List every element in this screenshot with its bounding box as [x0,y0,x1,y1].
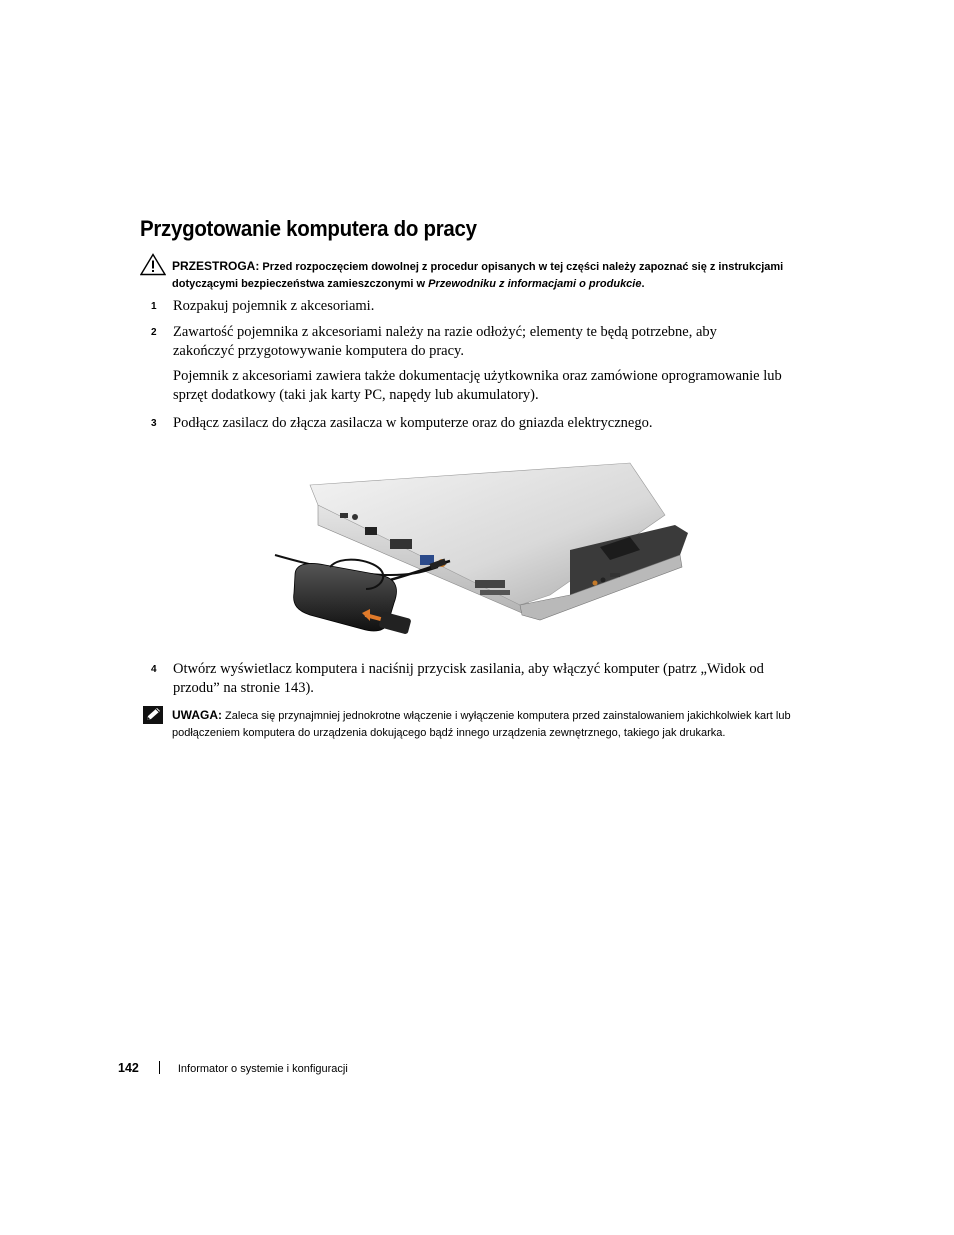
footer-section-title: Informator o systemie i konfiguracji [177,1063,348,1075]
footer-separator [159,1061,160,1074]
laptop-with-ac-adapter-illustration [270,455,690,645]
pencil-note-icon [142,705,164,725]
caution-end: . [641,278,645,290]
step-2-number: 2 [151,327,157,338]
step-4-number: 4 [151,664,157,675]
caution-body: Przed rozpoczęciem dowolnej z procedur opisanych w tej części należy zapoznać się z instrukcjami dotyczącymi bezpieczeństwa zamieszczonymi w [172,261,784,290]
page-number: 142 [118,1061,139,1075]
step-2-extra-text: Pojemnik z akcesoriami zawiera także dokumentację użytkownika oraz zamówione oprogramowanie lub sprzęt dodatkowy (taki jak karty PC, napędy lub akumulatory). [173,368,782,403]
warning-triangle-icon [140,253,166,276]
step-3-number: 3 [151,418,157,429]
step-2-text: Zawartość pojemnika z akcesoriami należy na razie odłożyć; elementy te będą potrzebne, aby zakończyć przygotowywanie komputera do pracy. [173,324,717,359]
caution-label: PRZESTROGA: [172,259,260,273]
step-3-text: Podłącz zasilacz do złącza zasilacza w komputerze oraz do gniazda elektrycznego. [173,415,653,431]
step-1-number: 1 [151,301,157,312]
note-body: Zaleca się przynajmniej jednokrotne włączenie i wyłączenie komputera przed zainstalowaniem jakichkolwiek kart lub podłączeniem komputera do urządzenia dokującego bądź innego urządzenia zewnętrznego, takiego jak drukarka. [172,710,791,739]
note-text [172,707,822,742]
caution-italic-reference: Przewodniku z informacjami o produkcie [428,278,642,290]
page-footer [118,1061,348,1075]
step-1-text: Rozpakuj pojemnik z akcesoriami. [173,298,375,314]
page-title: Przygotowanie komputera do pracy [140,216,477,241]
step-4-text: Otwórz wyświetlacz komputera i naciśnij przycisk zasilania, aby włączyć komputer (patrz „Widok od przodu” na stronie 143). [173,661,764,696]
note-label: UWAGA: [172,708,222,722]
caution-text [172,258,812,293]
